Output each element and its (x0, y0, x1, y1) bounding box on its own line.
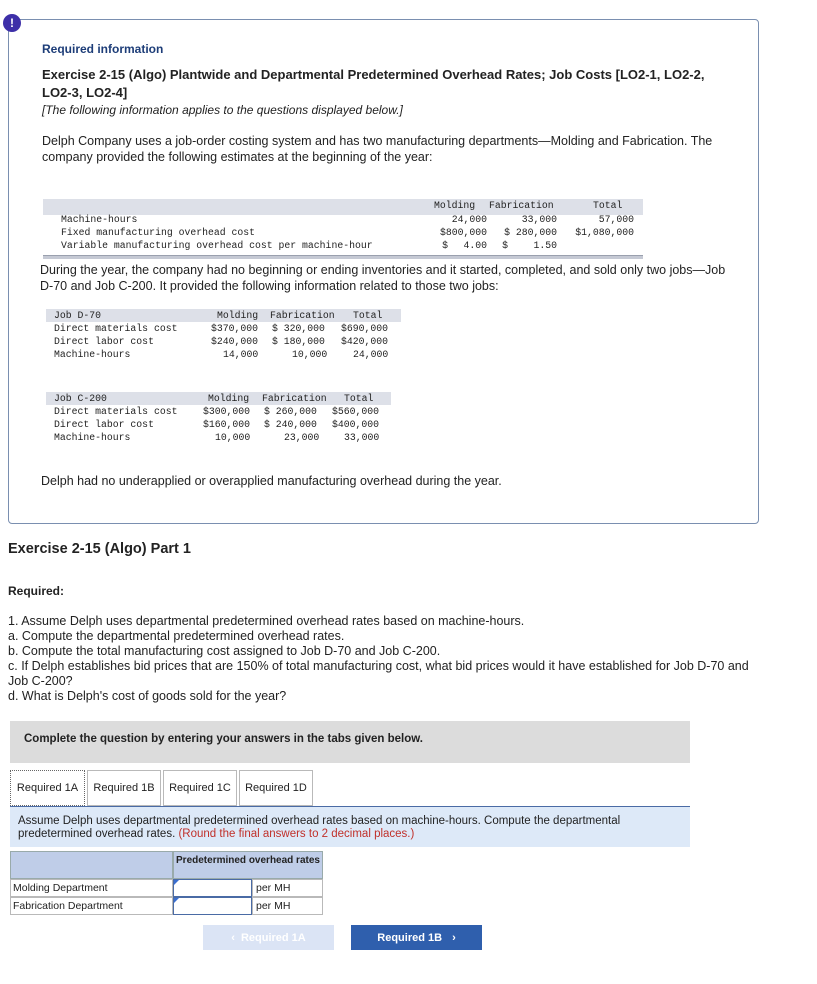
row-label-fabrication: Fabrication Department (10, 897, 173, 915)
cell-value: 33,000 (344, 432, 380, 443)
currency-symbol: $ (502, 240, 508, 251)
cell-value: 24,000 (353, 349, 389, 360)
col-header-total: Total (344, 393, 374, 404)
cell-value: $ 240,000 (264, 419, 317, 430)
answer-header-blank (10, 851, 173, 879)
row-label: Direct materials cost (54, 406, 178, 417)
col-header-total: Total (593, 200, 623, 211)
cell-value: $ 280,000 (504, 227, 557, 238)
required-list (8, 614, 768, 704)
cell-value: $1,080,000 (575, 227, 634, 238)
answer-header: Predetermined overhead rates (173, 851, 323, 879)
row-label: Direct labor cost (54, 419, 154, 430)
required-item: c. If Delph establishes bid prices that are 150% of total manufacturing cost, what bid prices would it have established for Job D-70 and Job C-200? (8, 659, 749, 688)
cell-value: $800,000 (439, 227, 487, 238)
tab-required-1b[interactable]: Required 1B (87, 770, 161, 806)
complete-instructions-text: Complete the question by entering your answers in the tabs given below. (24, 733, 423, 745)
cell-value: $ 180,000 (272, 336, 325, 347)
job-c200-table (46, 389, 391, 449)
cell-value: 10,000 (215, 432, 251, 443)
cell-value: 10,000 (292, 349, 328, 360)
estimates-table (43, 180, 643, 263)
prev-button-label: Required 1A (240, 931, 306, 944)
job-name: Job D-70 (54, 310, 102, 321)
job-d70-table (46, 306, 401, 366)
applies-note: [The following information applies to the questions displayed below.] (42, 103, 403, 117)
cell-value: $400,000 (332, 419, 380, 430)
required-information-heading: Required information (42, 42, 164, 56)
row-label: Direct materials cost (54, 323, 178, 334)
cell-value: $240,000 (211, 336, 259, 347)
col-header-fabrication: Fabrication (270, 310, 335, 321)
cell-value: 14,000 (223, 349, 259, 360)
required-label: Required: (8, 584, 65, 598)
cell-value: $560,000 (332, 406, 380, 417)
cell-value: $370,000 (211, 323, 259, 334)
col-header-fabrication: Fabrication (489, 200, 554, 211)
cell-value: $160,000 (203, 419, 251, 430)
cell-value: $300,000 (203, 406, 251, 417)
next-button[interactable] (351, 925, 482, 950)
row-label: Fixed manufacturing overhead cost (61, 227, 256, 238)
cell-value: 24,000 (451, 214, 487, 225)
job-name: Job C-200 (54, 393, 107, 404)
col-header-molding: Molding (217, 310, 259, 321)
table-bottom-rule (43, 255, 643, 259)
cell-value: $ 260,000 (264, 406, 317, 417)
closing-note: Delph had no underapplied or overapplied manufacturing overhead during the year. (41, 474, 502, 488)
intro-paragraph: Delph Company uses a job-order costing system and has two manufacturing departments—Molding and Fabrication. The company provided the following estimates at the beginning of the year: (42, 134, 713, 164)
alert-icon: ! (3, 14, 21, 32)
row-label: Variable manufacturing overhead cost per machine-hour (61, 240, 373, 251)
tab-required-1d[interactable]: Required 1D (239, 770, 313, 806)
required-item: b. Compute the total manufacturing cost assigned to Job D-70 and Job C-200. (8, 644, 441, 658)
exercise-title: Exercise 2-15 (Algo) Plantwide and Departmental Predetermined Overhead Rates; Job Costs [LO2-1, LO2-2, LO2-3, LO2-4] (42, 67, 705, 100)
tab-instruction (10, 807, 690, 847)
next-button-label: Required 1B (377, 931, 443, 944)
part-title: Exercise 2-15 (Algo) Part 1 (8, 541, 191, 557)
molding-rate-input[interactable] (173, 879, 252, 897)
cell-value: $690,000 (341, 323, 389, 334)
required-item: 1. Assume Delph uses departmental predetermined overhead rates based on machine-hours. (8, 614, 525, 628)
cell-value: $ 320,000 (272, 323, 325, 334)
complete-instructions-bar (10, 721, 690, 763)
required-information-panel (8, 19, 759, 524)
row-label: Machine-hours (54, 349, 131, 360)
row-label: Machine-hours (61, 214, 138, 225)
rounding-note: (Round the final answers to 2 decimal places.) (178, 827, 415, 840)
col-header-molding: Molding (208, 393, 250, 404)
cell-value: $420,000 (341, 336, 389, 347)
chevron-right-icon: › (452, 931, 456, 944)
col-header-fabrication: Fabrication (262, 393, 327, 404)
col-header-molding: Molding (434, 200, 476, 211)
fabrication-rate-input[interactable] (173, 897, 252, 915)
required-item: a. Compute the departmental predetermined overhead rates. (8, 629, 345, 643)
unit-label: per MH (252, 879, 323, 897)
row-label-molding: Molding Department (10, 879, 173, 897)
prev-button[interactable] (203, 925, 334, 950)
required-item: d. What is Delph's cost of goods sold for the year? (8, 689, 287, 703)
row-label: Machine-hours (54, 432, 131, 443)
chevron-left-icon: ‹ (231, 931, 235, 944)
cell-value: 1.50 (533, 240, 557, 251)
jobs-intro-paragraph: During the year, the company had no beginning or ending inventories and it started, completed, and sold only two jobs—Job D-70 and Job C-200. It provided the following information related to those two jobs: (40, 263, 726, 293)
cell-value: 57,000 (598, 214, 634, 225)
currency-symbol: $ (442, 240, 448, 251)
tab-required-1c[interactable]: Required 1C (163, 770, 237, 806)
cell-value: 4.00 (463, 240, 487, 251)
cell-value: 33,000 (521, 214, 557, 225)
unit-label: per MH (252, 897, 323, 915)
tab-instruction-text: Assume Delph uses departmental predetermined overhead rates based on machine-hours. Compute the departmental predetermined overhead rates. (18, 815, 621, 840)
row-label: Direct labor cost (54, 336, 154, 347)
tab-required-1a[interactable]: Required 1A (10, 770, 85, 806)
cell-value: 23,000 (284, 432, 320, 443)
col-header-total: Total (353, 310, 383, 321)
